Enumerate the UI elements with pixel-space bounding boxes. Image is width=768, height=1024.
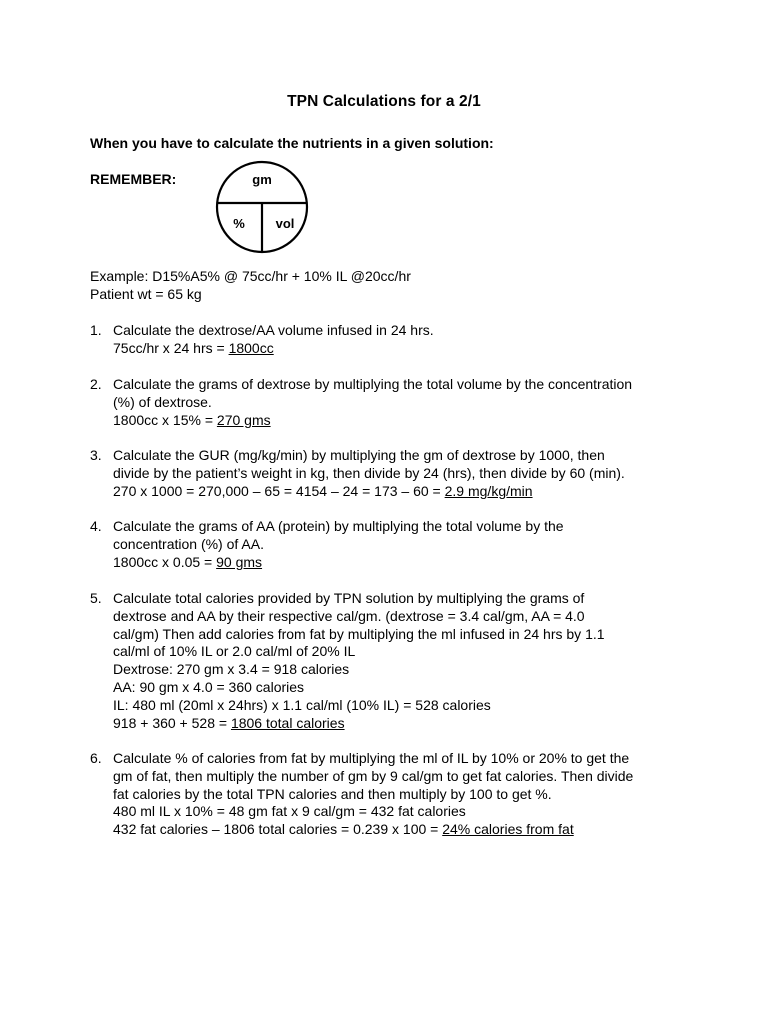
step-body [113, 447, 693, 500]
step-line-text: 480 ml IL x 10% = 48 gm fat x 9 cal/gm = 432 fat calories [113, 803, 466, 820]
step-line-text: Calculate the grams of dextrose by multiplying the total volume by the concentration [113, 376, 633, 392]
step-number: 6. [90, 750, 102, 766]
circle-label-gm: gm [252, 172, 272, 187]
step-answer: 2.9 mg/kg/min [444, 482, 533, 499]
step-line [113, 661, 693, 679]
circle-label-vol: vol [275, 216, 295, 231]
step-answer: 1800cc [228, 339, 274, 356]
step-line [113, 376, 693, 394]
step-line-text: fat calories by the total TPN calories and then multiply by 100 to get %. [113, 785, 552, 802]
section-subtitle: When you have to calculate the nutrients in a given solution: [90, 135, 494, 151]
step-line [113, 483, 693, 501]
example-block [90, 268, 411, 304]
step-number: 4. [90, 518, 102, 534]
step-line-text: Calculate the GUR (mg/kg/min) by multiplying the gm of dextrose by 1000, then [113, 447, 605, 463]
step-line-text: concentration (%) of AA. [113, 535, 264, 552]
step-line-text: Calculate the dextrose/AA volume infused in 24 hrs. [113, 322, 434, 338]
page-title: TPN Calculations for a 2/1 [287, 93, 481, 110]
step-answer: 270 gms [216, 411, 271, 428]
step-line-text: 918 + 360 + 528 = [113, 714, 231, 731]
step-line-text: Calculate the grams of AA (protein) by multiplying the total volume by the [113, 518, 564, 534]
step-number: 3. [90, 447, 102, 463]
step-line-text: dextrose and AA by their respective cal/gm. (dextrose = 3.4 cal/gm, AA = 4.0 [113, 607, 585, 624]
step-line [113, 750, 693, 768]
step-line-text: cal/ml of 10% IL or 2.0 cal/ml of 20% IL [113, 643, 356, 660]
step-line [113, 554, 693, 572]
step-line [113, 643, 693, 661]
circle-label-percent: % [233, 216, 245, 231]
step-line-text: 1800cc x 0.05 = [113, 553, 217, 570]
formula-circle-diagram [215, 160, 309, 254]
step-line-text: (%) of dextrose. [113, 393, 212, 410]
step-line-text: IL: 480 ml (20ml x 24hrs) x 1.1 cal/ml (10% IL) = 528 calories [113, 696, 491, 713]
step-line [113, 715, 693, 733]
step-line-text: cal/gm) Then add calories from fat by multiplying the ml infused in 24 hrs by 1.1 [113, 625, 605, 642]
step-line [113, 518, 693, 536]
step-line [113, 322, 693, 340]
step-body [113, 590, 693, 732]
step-number: 2. [90, 376, 102, 392]
step-line [113, 394, 693, 412]
step-line-text: 75cc/hr x 24 hrs = [113, 339, 229, 356]
step-line [113, 697, 693, 715]
step-answer: 24% calories from fat [442, 821, 574, 838]
step-answer: 1806 total calories [230, 714, 345, 731]
patient-weight-line: Patient wt = 65 kg [90, 285, 202, 302]
step-line [113, 821, 693, 839]
step-line [113, 412, 693, 430]
step-line-text: 1800cc x 15% = [113, 411, 217, 428]
step-number: 1. [90, 322, 102, 338]
step-answer: 90 gms [216, 553, 263, 570]
step-line [113, 465, 693, 483]
step-body [113, 376, 693, 429]
step-line [113, 626, 693, 644]
remember-label: REMEMBER: [90, 171, 177, 187]
step-line [113, 768, 693, 786]
step-line [113, 608, 693, 626]
step-body [113, 518, 693, 571]
step-line-text: 432 fat calories – 1806 total calories = 0.239 x 100 = [113, 821, 443, 838]
step-line-text: 270 x 1000 = 270,000 – 65 = 4154 – 24 = 173 – 60 = [113, 482, 445, 499]
step-line-text: gm of fat, then multiply the number of gm by 9 cal/gm to get fat calories. Then divide [113, 767, 634, 784]
step-line [113, 536, 693, 554]
step-number: 5. [90, 590, 102, 606]
step-line [113, 679, 693, 697]
step-line-text: AA: 90 gm x 4.0 = 360 calories [113, 678, 305, 695]
step-body [113, 322, 693, 358]
step-body [113, 750, 693, 839]
example-line: Example: D15%A5% @ 75cc/hr + 10% IL @20cc/hr [90, 268, 411, 284]
step-line-text: Dextrose: 270 gm x 3.4 = 918 calories [113, 661, 350, 678]
step-line [113, 447, 693, 465]
step-line-text: Calculate total calories provided by TPN solution by multiplying the grams of [113, 590, 585, 606]
step-line [113, 340, 693, 358]
step-line [113, 590, 693, 608]
step-line [113, 786, 693, 804]
step-line [113, 803, 693, 821]
step-line-text: Calculate % of calories from fat by multiplying the ml of IL by 10% or 20% to get the [113, 750, 630, 766]
step-line-text: divide by the patient’s weight in kg, then divide by 24 (hrs), then divide by 60 (min). [113, 464, 625, 481]
